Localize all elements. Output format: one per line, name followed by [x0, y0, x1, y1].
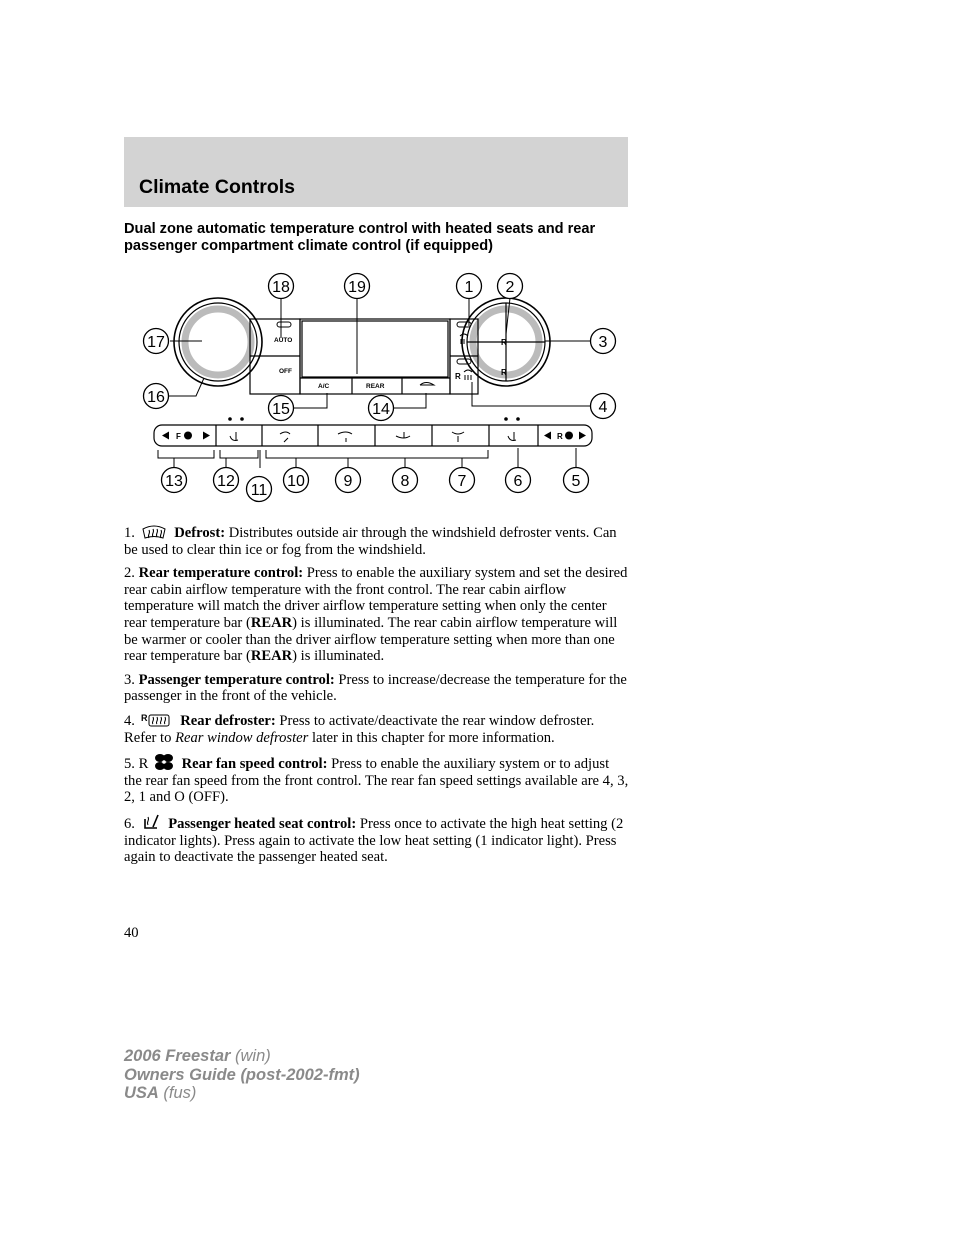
svg-text:4: 4	[598, 399, 608, 416]
defrost-icon	[141, 524, 167, 540]
callout-11	[247, 477, 272, 502]
rear-temp-label-upper: R	[501, 338, 507, 347]
callout-18	[269, 274, 294, 299]
item-2-bold-b: REAR	[250, 648, 293, 665]
callout-8	[393, 468, 418, 493]
item-1-term: Defrost:	[174, 525, 226, 541]
rear-button-label: REAR	[366, 383, 385, 390]
svg-text:18: 18	[272, 279, 290, 296]
callout-5	[564, 468, 589, 493]
callout-3	[591, 329, 616, 354]
item-list	[124, 524, 630, 873]
page-number: 40	[124, 925, 139, 941]
item-3-number: 3.	[124, 671, 135, 688]
callout-9	[336, 468, 361, 493]
rear-temp-label-lower: R	[501, 368, 507, 377]
front-fan-label: F	[176, 432, 181, 441]
item-4-term: Rear defroster:	[180, 712, 276, 729]
callout-7	[450, 468, 475, 493]
item-5-text: Press to enable the auxiliary system or to adjust the rear fan speed from the front control. The rear fan speed settings available are 4, 3, 2, 1 and O (OFF).	[124, 756, 629, 806]
item-3-term: Passenger temperature control:	[138, 671, 335, 688]
heated-seat-icon	[141, 813, 161, 831]
item-6-number: 6.	[124, 815, 135, 832]
ac-button-label: A/C	[318, 383, 330, 390]
auto-button-label: AUTO	[274, 337, 293, 344]
svg-text:9: 9	[343, 473, 353, 490]
callout-15	[269, 396, 294, 421]
climate-control-diagram	[140, 268, 624, 504]
item-2	[124, 565, 630, 665]
svg-text:3: 3	[598, 334, 608, 351]
svg-text:19: 19	[348, 279, 366, 296]
item-4-text-b: later in this chapter for more information.	[308, 729, 555, 746]
item-1	[124, 524, 630, 558]
fan-icon	[154, 753, 174, 771]
rear-defrost-label: R	[455, 372, 461, 381]
item-2-term: Rear temperature control:	[138, 565, 304, 582]
item-5	[124, 753, 630, 806]
subheading: Dual zone automatic temperature control with heated seats and rear passenger compartment climate control (if equipped)	[124, 221, 596, 254]
svg-text:12: 12	[217, 473, 235, 490]
item-1-text: Distributes outside air through the windshield defroster vents. Can be used to clear thin ice or fog from the windshield.	[124, 525, 617, 558]
item-4-number: 4.	[124, 712, 135, 729]
callout-2	[498, 274, 523, 299]
footer-line-2: Owners Guide (post-2002-fmt)	[124, 1065, 360, 1084]
callout-10	[284, 468, 309, 493]
item-1-number: 1.	[124, 525, 135, 541]
svg-text:8: 8	[400, 473, 410, 490]
item-4	[124, 712, 630, 746]
item-6-text: Press once to activate the high heat setting (2 indicator lights). Press again to activate the low heat setting (1 indicator light). Press again to deactivate the passenger heated seat.	[124, 815, 624, 866]
svg-text:7: 7	[457, 473, 467, 490]
svg-text:11: 11	[250, 482, 268, 499]
svg-text:5: 5	[571, 473, 581, 490]
svg-text:16: 16	[147, 389, 165, 406]
item-6-term: Passenger heated seat control:	[168, 815, 357, 832]
svg-text:14: 14	[372, 401, 390, 418]
rear-fan-label: R	[557, 432, 563, 441]
callout-1	[457, 274, 482, 299]
svg-text:1: 1	[464, 279, 474, 296]
svg-text:2: 2	[505, 279, 515, 296]
rear-defrost-icon	[141, 712, 173, 728]
section-title: Climate Controls	[139, 176, 296, 198]
item-2-text-b: ) is illuminated. The rear cabin airflow temperature will be warmer or cooler than the driver airflow temperature setting when more than one rear temperature bar (	[124, 614, 618, 665]
item-2-bold-a: REAR	[250, 614, 293, 631]
footer-line-3: USA (fus)	[124, 1084, 197, 1102]
document-footer	[124, 1047, 360, 1103]
callout-6	[506, 468, 531, 493]
callout-19	[345, 274, 370, 299]
callout-14	[369, 396, 394, 421]
svg-text:15: 15	[272, 401, 290, 418]
item-3-text: Press to increase/decrease the temperature for the passenger in the front of the vehicle.	[124, 671, 627, 705]
item-3	[124, 672, 630, 705]
callout-4	[591, 394, 616, 419]
callout-12	[214, 468, 239, 493]
svg-text:6: 6	[513, 473, 523, 490]
callout-16	[144, 384, 169, 409]
item-4-reference: Rear window defroster	[175, 729, 309, 746]
svg-text:10: 10	[287, 473, 305, 490]
item-2-number: 2.	[124, 565, 135, 582]
item-2-text-c: ) is illuminated.	[292, 648, 385, 665]
svg-text:R: R	[140, 712, 148, 723]
item-5-term: Rear fan speed control:	[181, 756, 328, 773]
svg-text:17: 17	[147, 334, 165, 351]
callout-13	[162, 468, 187, 493]
item-5-number: 5. R	[124, 756, 149, 773]
footer-line-1: 2006 Freestar (win)	[124, 1047, 271, 1065]
item-4-text-a: Press to activate/deactivate the rear window defroster. Refer to	[124, 712, 595, 746]
callout-17	[144, 329, 169, 354]
svg-text:13: 13	[165, 473, 183, 490]
item-2-text-a: Press to enable the auxiliary system and set the desired rear cabin airflow temperature with the front control. The rear cabin airflow temperature will match the driver airflow temperature setting when only the center rear temperature bar (	[124, 565, 628, 631]
off-button-label: OFF	[279, 368, 292, 375]
item-6	[124, 813, 630, 866]
